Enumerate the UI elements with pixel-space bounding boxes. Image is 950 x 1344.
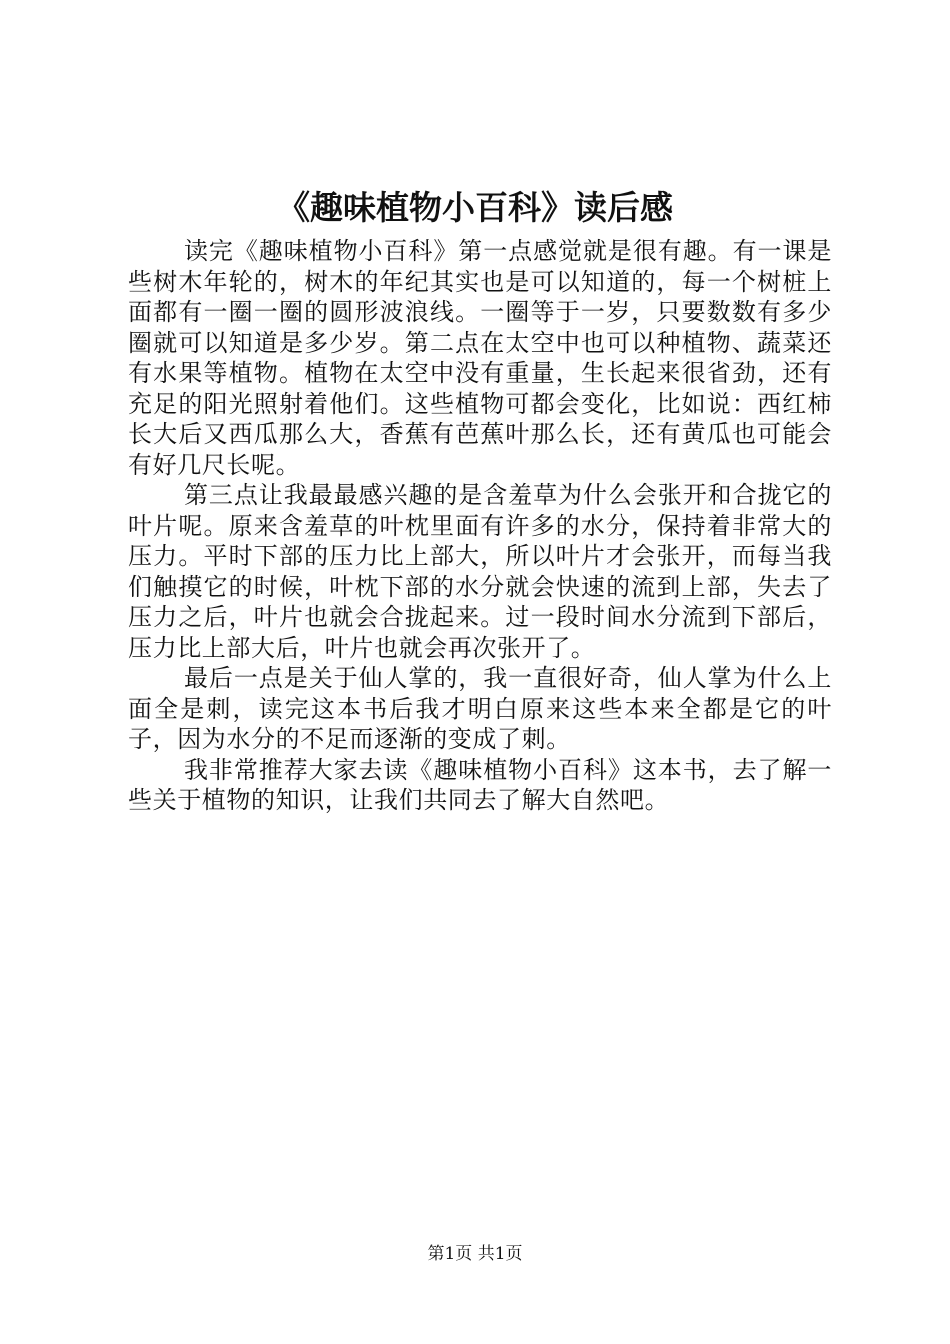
page-footer: 第1页 共1页 — [427, 1244, 523, 1264]
document-body — [128, 236, 832, 816]
document-title: 《趣味植物小百科》读后感 — [277, 188, 673, 227]
paragraph-4: 我非常推荐大家去读《趣味植物小百科》这本书，去了解一些关于植物的知识，让我们共同去了解大自然吧。 — [128, 755, 832, 814]
paragraph-3: 最后一点是关于仙人掌的，我一直很好奇，仙人掌为什么上面全是刺，读完这本书后我才明白原来这些本来全都是它的叶子，因为水分的不足而逐渐的变成了刺。 — [128, 664, 832, 753]
paragraph-2: 第三点让我最最感兴趣的是含羞草为什么会张开和合拢它的叶片呢。原来含羞草的叶枕里面有许多的水分，保持着非常大的压力。平时下部的压力比上部大，所以叶片才会张开，而每当我们触摸它的时候，叶枕下部的水分就会快速的流到上部，失去了压力之后，叶片也就会合拢起来。过一段时间水分流到下部后，压力比上部大后，叶片也就会再次张开了。 — [128, 481, 832, 662]
paragraph-1: 读完《趣味植物小百科》第一点感觉就是很有趣。有一课是些树木年轮的，树木的年纪其实也是可以知道的，每一个树桩上面都有一圈一圈的圆形波浪线。一圈等于一岁，只要数数有多少圈就可以知道是多少岁。第二点在太空中也可以种植物、蔬菜还有水果等植物。植物在太空中没有重量，生长起来很省劲，还有充足的阳光照射着他们。这些植物可都会变化，比如说：西红柿长大后又西瓜那么大，香蕉有芭蕉叶那么长，还有黄瓜也可能会有好几尺长呢。 — [128, 237, 832, 479]
